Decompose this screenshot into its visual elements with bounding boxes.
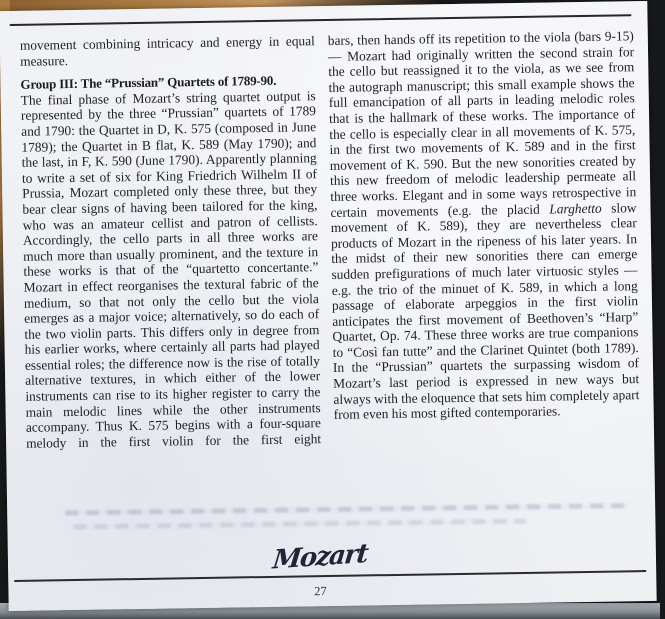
section-heading: Group III: The “Prussian” Quartets of 1789-90. — [20, 72, 277, 92]
section-body-left: The final phase of Mozart’s string quartet output is represented by the three “Prussian” quartets of 1789 and 1790: the Quartet in D, K. 575 (composed in June 1789); the Quartet in B flat, K. 589 (May 1790); and the last, in F, K. 590 (June 1790). Apparently planning to write a set of six for King Friedrich Wilhelm II of Prussia, Mozart completed only these three, but they bear clear signs of having been tailored for the king, who was an amateur cellist and patron of cellists. Accordingly, the cello parts in all three works are much more than usually prominent, and the texture in these works is that of the “quartetto concertante.” Mozart in effect reorganises the textural fabric of the medium, so that not only the cello but the viola emerges as a major voice; alternatively, so do each of the two violin parts. This differs only in degree from his earlier works, where certainly all parts had played essential roles; the difference now is the rise of totally alternative textures, in which either of the lower instruments can rise to its higher register to carry the main melodic lines while the other instruments accompany. Thus K. 575 begins with a four-square melody in the first violin for the first eight — [20, 87, 322, 451]
bleed-through-line — [73, 519, 525, 530]
section-body-right: bars, then hands off its repetition to the viola (bars 9-15) — Mozart had originally written the second strain for the cello but reassigned it to the viola, as we see from the autograph manuscript; this small example shows the full emancipation of all parts in leading melodic roles that is the hallmark of these works. The importance of the cello is especially clear in all movements of K. 575, in the first two movements of K. 589 and in the first movement of K. 590. But the new sonorities created by this new freedom of melodic leadership permeate all three works. Elegant and in some ways retrospective in certain movements (e.g. the placid Larghetto slow movement of K. 589), they are nevertheless clear products of Mozart in the ripeness of his later years. In the midst of their new sonorities there can emerge sudden prefigurations of much later virtuosic styles — e.g. the trio of the minuet of K. 589, in which a long passage of elaborate arpeggios in the first violin anticipates the first movement of Beethoven’s “Harp” Quartet, Op. 74. These three works are true companions to “Così fan tutte” and the Clarinet Quintet (both 1789). In the “Prussian” quartets the surpassing wisdom of Mozart’s last period is expressed in new ways but always with the eloquence that sets him completely apart from even his most gifted contemporaries. — [327, 28, 640, 423]
paragraph-continuation: movement combining intricacy and energy in equal measure. — [19, 33, 315, 69]
text-columns — [20, 28, 640, 451]
book-page — [0, 1, 657, 611]
bleed-through-line — [65, 503, 629, 515]
header-rule — [10, 14, 632, 26]
left-column — [20, 33, 321, 451]
page-number: 27 — [314, 584, 327, 599]
mozart-signature: Mozart — [271, 538, 369, 576]
right-column — [328, 28, 640, 446]
